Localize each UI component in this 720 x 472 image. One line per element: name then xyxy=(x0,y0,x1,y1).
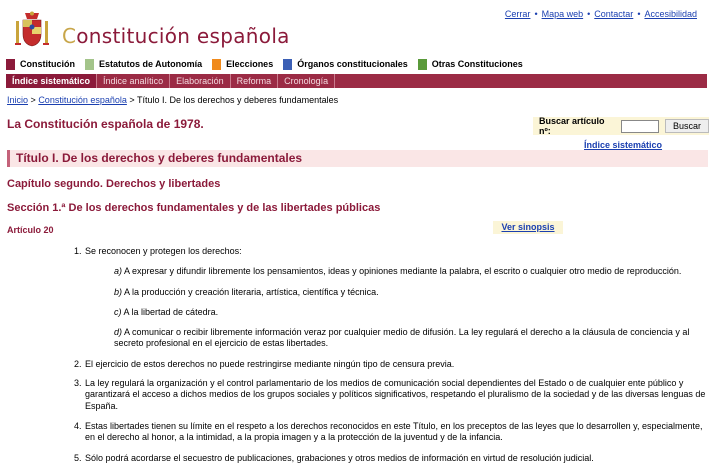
articulo-heading: Artículo 20 xyxy=(7,225,54,235)
breadcrumb-home-link[interactable]: Inicio xyxy=(7,95,29,105)
subparagraph-d: d) A comunicar o recibir libremente información veraz por cualquier medio de difusión. La ley regulará el derecho a la cláusula de conciencia y al secreto profesional en el ejercicio de estas libertades. xyxy=(114,327,690,349)
close-link[interactable]: Cerrar xyxy=(504,9,531,19)
coat-of-arms-logo xyxy=(14,11,50,49)
breadcrumb-constitucion-link[interactable]: Constitución española xyxy=(38,95,127,105)
breadcrumb-current: Título I. De los derechos y deberes fundamentales xyxy=(137,95,339,105)
page-title: La Constitución española de 1978. xyxy=(7,117,204,131)
category-organos[interactable]: Órganos constitucionales xyxy=(283,57,408,71)
category-estatutos[interactable]: Estatutos de Autonomía xyxy=(85,57,202,71)
category-constitucion[interactable]: Constitución xyxy=(6,57,75,71)
category-color-square xyxy=(6,59,15,70)
category-color-square xyxy=(85,59,94,70)
tab-indice-sistematico[interactable]: Índice sistemático xyxy=(6,74,97,88)
tab-cronologia[interactable]: Cronología xyxy=(278,74,335,88)
paragraph-5: 5. Sólo podrá acordarse el secuestro de publicaciones, grabaciones y otros medios de información en virtud de resolución judicial. xyxy=(74,453,594,463)
capitulo-heading: Capítulo segundo. Derechos y libertades xyxy=(7,178,221,190)
subparagraph-c: c) A la libertad de cátedra. xyxy=(114,307,219,317)
site-map-link[interactable]: Mapa web xyxy=(541,9,584,19)
paragraph-4: 4. Estas libertades tienen su límite en el respeto a los derechos reconocidos en este Título, en los preceptos de las leyes que lo desarrollen y, especialmente, en el derecho al honor, a la intimidad, a la propia imagen y a la protección de la juventud y de la infancia. xyxy=(74,421,703,443)
top-links: Cerrar • Mapa web • Contactar • Accesibilidad xyxy=(504,9,697,19)
category-color-square xyxy=(418,59,427,70)
paragraph-1: 1. Se reconocen y protegen los derechos: xyxy=(74,246,242,256)
ver-sinopsis-link[interactable]: Ver sinopsis xyxy=(501,222,555,232)
category-elecciones[interactable]: Elecciones xyxy=(212,57,273,71)
article-number-input[interactable] xyxy=(621,120,659,133)
category-nav xyxy=(6,57,533,71)
accessibility-link[interactable]: Accesibilidad xyxy=(644,9,697,19)
titulo-heading-band xyxy=(7,150,708,167)
article-search xyxy=(533,117,709,135)
breadcrumb: Inicio > Constitución española > Título I. De los derechos y deberes fundamentales xyxy=(7,95,339,105)
category-color-square xyxy=(212,59,221,70)
category-otras[interactable]: Otras Constituciones xyxy=(418,57,523,71)
search-label: Buscar artículo nº: xyxy=(539,116,605,136)
category-color-square xyxy=(283,59,292,70)
seccion-heading: Sección 1.ª De los derechos fundamentales y de las libertades públicas xyxy=(7,202,381,214)
tab-elaboracion[interactable]: Elaboración xyxy=(170,74,231,88)
header xyxy=(0,0,720,56)
tab-reforma[interactable]: Reforma xyxy=(231,74,279,88)
contact-link[interactable]: Contactar xyxy=(594,9,634,19)
search-button[interactable]: Buscar xyxy=(665,119,709,133)
site-title: Constitución española xyxy=(62,24,290,48)
subparagraph-a: a) A expresar y difundir libremente los pensamientos, ideas y opiniones mediante la palabra, el escrito o cualquier otro medio de reproducción. xyxy=(114,266,682,276)
titulo-heading: Título I. De los derechos y deberes fundamentales xyxy=(16,151,303,165)
ver-sinopsis-box xyxy=(493,221,563,234)
paragraph-2: 2. El ejercicio de estos derechos no puede restringirse mediante ningún tipo de censura previa. xyxy=(74,359,455,369)
tab-indice-analitico[interactable]: Índice analítico xyxy=(97,74,170,88)
index-sistematico-link[interactable]: Índice sistemático xyxy=(584,140,663,150)
paragraph-3: 3. La ley regulará la organización y el control parlamentario de los medios de comunicación social dependientes del Estado o de cualquier ente público y garantizará el acceso a dichos medios de los grupos sociales y políticos significativos, respetando el pluralismo de la sociedad y de las diversas lenguas de España. xyxy=(74,378,706,411)
subparagraph-b: b) A la producción y creación literaria, artística, científica y técnica. xyxy=(114,287,379,297)
section-tabs xyxy=(6,74,707,88)
